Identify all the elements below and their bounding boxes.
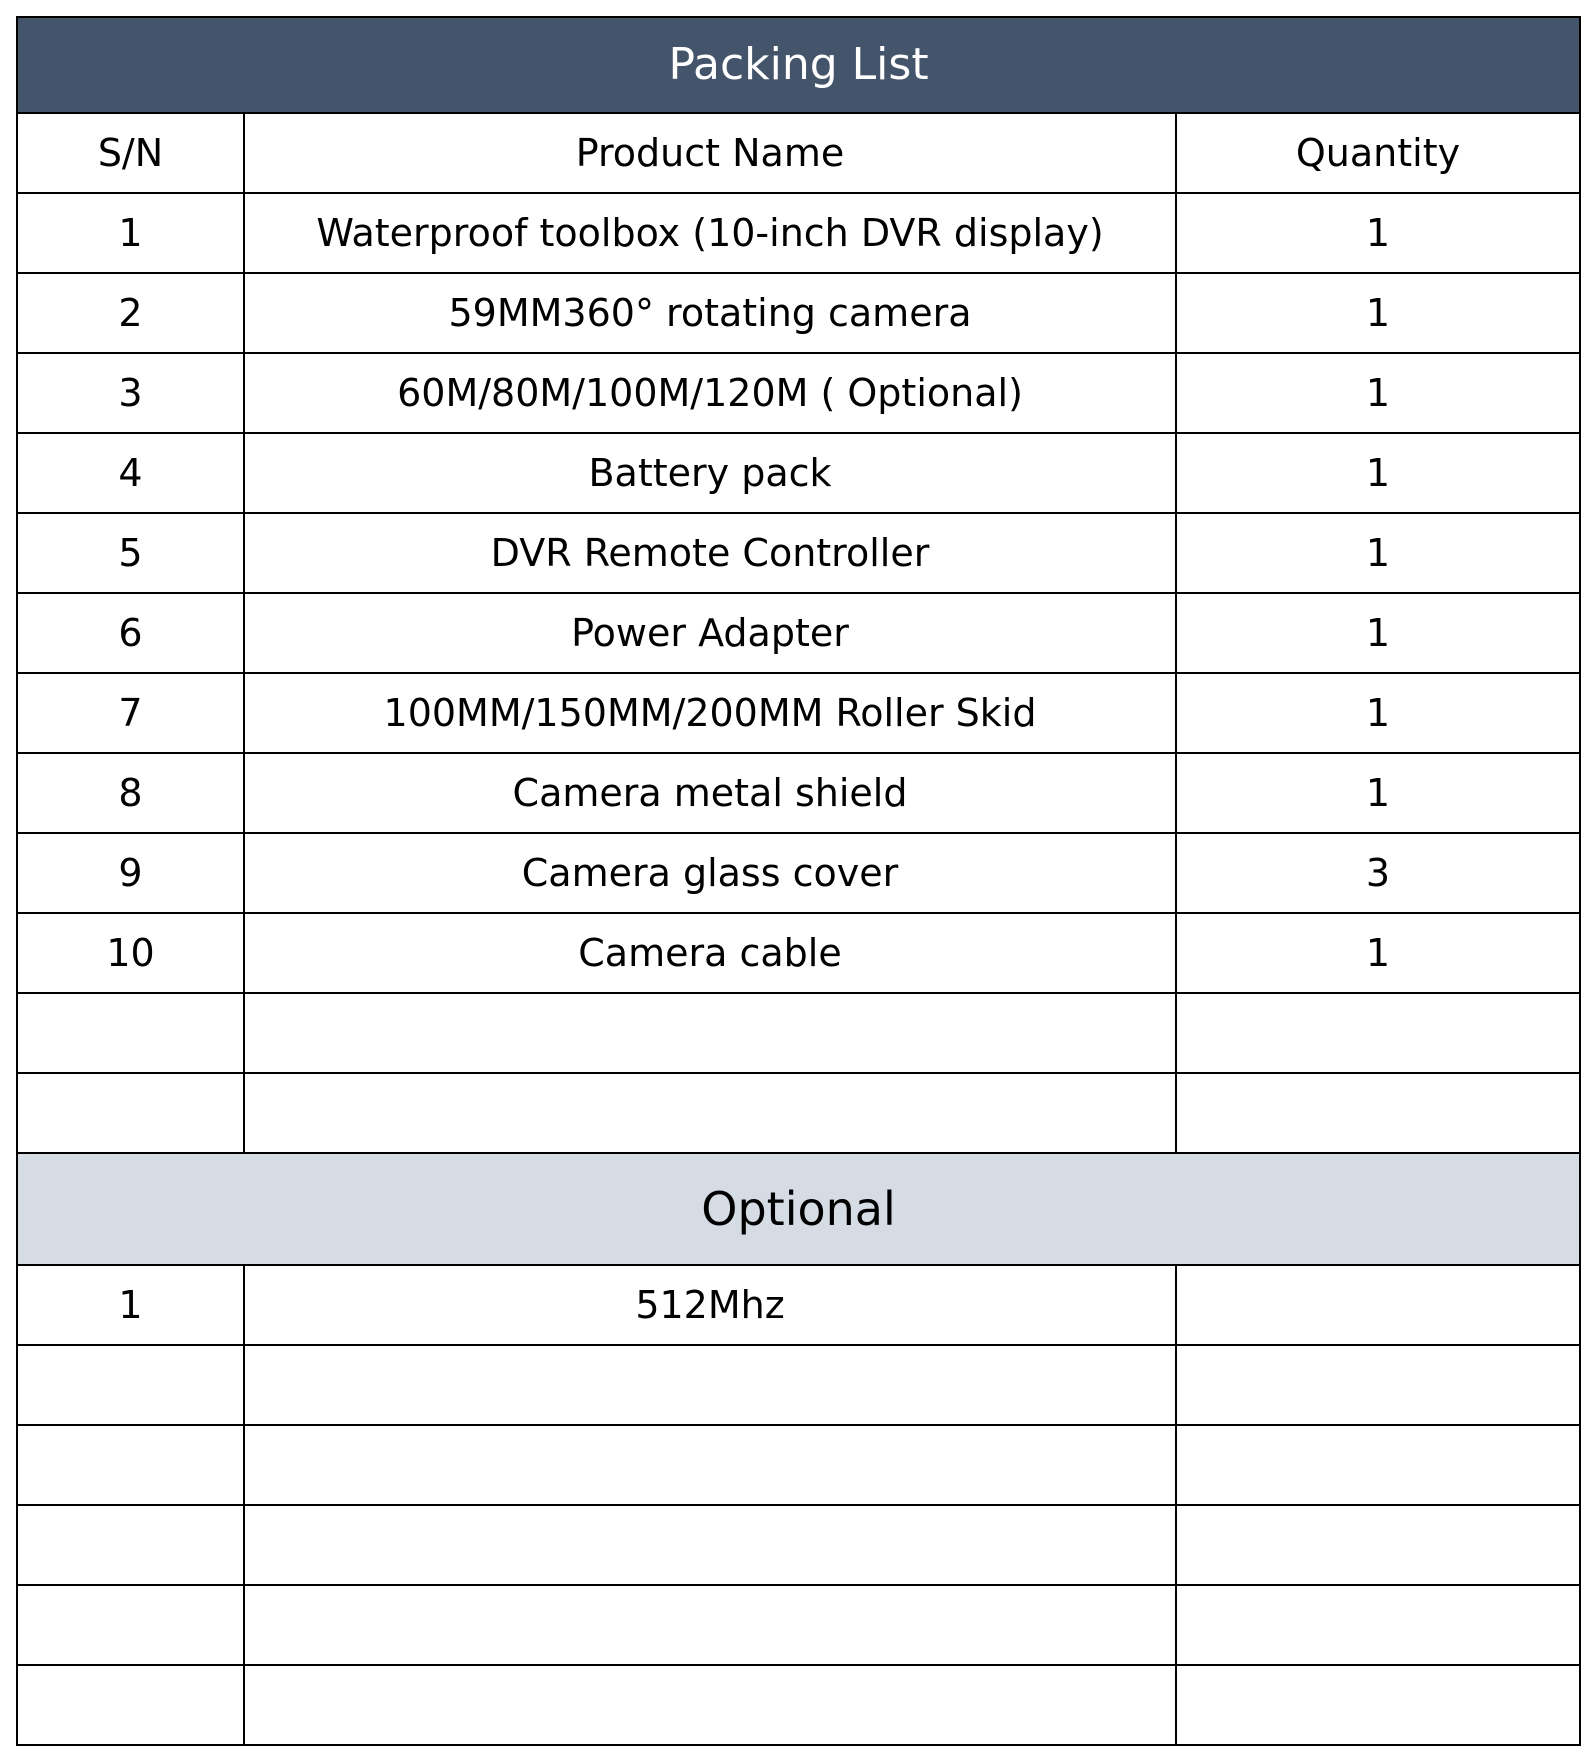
packing-list-table [16, 16, 1581, 1746]
cell-sn [17, 1425, 244, 1505]
cell-product-name: 512Mhz [244, 1265, 1176, 1345]
cell-sn [17, 1585, 244, 1665]
cell-quantity [1176, 1073, 1580, 1153]
cell-product-name [244, 1665, 1176, 1745]
cell-product-name: 59MM360° rotating camera [244, 273, 1176, 353]
optional-row [17, 1265, 1580, 1345]
cell-product-name: Camera metal shield [244, 753, 1176, 833]
cell-sn: 1 [17, 193, 244, 273]
column-header-product-name: Product Name [244, 113, 1176, 193]
cell-quantity [1176, 1665, 1580, 1745]
table-row-empty [17, 993, 1580, 1073]
cell-product-name: Waterproof toolbox (10-inch DVR display) [244, 193, 1176, 273]
cell-sn: 7 [17, 673, 244, 753]
cell-quantity: 1 [1176, 913, 1580, 993]
cell-sn: 3 [17, 353, 244, 433]
cell-sn: 4 [17, 433, 244, 513]
cell-quantity: 1 [1176, 193, 1580, 273]
cell-quantity: 1 [1176, 513, 1580, 593]
title-row [17, 17, 1580, 113]
table-row [17, 753, 1580, 833]
cell-quantity [1176, 1265, 1580, 1345]
cell-sn [17, 993, 244, 1073]
optional-row-empty [17, 1345, 1580, 1425]
optional-row-empty [17, 1505, 1580, 1585]
cell-quantity [1176, 993, 1580, 1073]
cell-sn [17, 1345, 244, 1425]
cell-product-name [244, 1073, 1176, 1153]
cell-quantity: 1 [1176, 673, 1580, 753]
optional-row-empty [17, 1585, 1580, 1665]
table-row [17, 673, 1580, 753]
table-row [17, 833, 1580, 913]
cell-product-name: Camera glass cover [244, 833, 1176, 913]
cell-sn: 1 [17, 1265, 244, 1345]
cell-product-name [244, 1425, 1176, 1505]
cell-sn: 10 [17, 913, 244, 993]
cell-sn: 5 [17, 513, 244, 593]
cell-product-name: Battery pack [244, 433, 1176, 513]
cell-product-name: Power Adapter [244, 593, 1176, 673]
cell-product-name [244, 1505, 1176, 1585]
cell-quantity: 1 [1176, 753, 1580, 833]
cell-quantity: 1 [1176, 353, 1580, 433]
cell-product-name: 100MM/150MM/200MM Roller Skid [244, 673, 1176, 753]
cell-sn [17, 1505, 244, 1585]
cell-quantity: 1 [1176, 593, 1580, 673]
optional-row-empty [17, 1425, 1580, 1505]
cell-sn: 2 [17, 273, 244, 353]
column-header-sn: S/N [17, 113, 244, 193]
cell-product-name [244, 1585, 1176, 1665]
cell-quantity [1176, 1505, 1580, 1585]
table-row-empty [17, 1073, 1580, 1153]
cell-product-name: 60M/80M/100M/120M ( Optional) [244, 353, 1176, 433]
table-row [17, 193, 1580, 273]
cell-quantity [1176, 1345, 1580, 1425]
column-header-quantity: Quantity [1176, 113, 1580, 193]
cell-quantity: 1 [1176, 273, 1580, 353]
table-row [17, 273, 1580, 353]
table-title: Packing List [17, 17, 1580, 113]
cell-product-name [244, 993, 1176, 1073]
table-row [17, 513, 1580, 593]
cell-product-name [244, 1345, 1176, 1425]
cell-sn: 8 [17, 753, 244, 833]
cell-product-name: DVR Remote Controller [244, 513, 1176, 593]
header-row [17, 113, 1580, 193]
cell-sn: 6 [17, 593, 244, 673]
cell-sn: 9 [17, 833, 244, 913]
cell-quantity [1176, 1425, 1580, 1505]
cell-quantity: 3 [1176, 833, 1580, 913]
cell-sn [17, 1073, 244, 1153]
optional-section-row [17, 1153, 1580, 1265]
table-row [17, 433, 1580, 513]
table-row [17, 913, 1580, 993]
cell-sn [17, 1665, 244, 1745]
cell-quantity [1176, 1585, 1580, 1665]
optional-section-title: Optional [17, 1153, 1580, 1265]
optional-row-empty [17, 1665, 1580, 1745]
cell-product-name: Camera cable [244, 913, 1176, 993]
table-row [17, 353, 1580, 433]
cell-quantity: 1 [1176, 433, 1580, 513]
table-row [17, 593, 1580, 673]
